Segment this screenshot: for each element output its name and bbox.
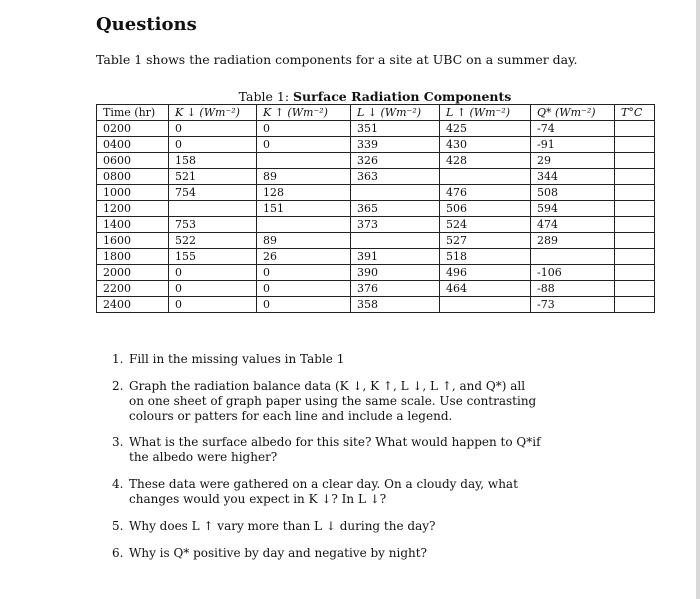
- table-cell: 0: [257, 121, 351, 137]
- table-cell: 0600: [97, 153, 169, 169]
- table-cell: 358: [351, 297, 440, 313]
- table-row: [97, 121, 655, 137]
- table-cell: 0: [257, 297, 351, 313]
- table-cell: 430: [440, 137, 531, 153]
- question-item: [112, 379, 542, 424]
- table-cell: 390: [351, 265, 440, 281]
- table-cell: 289: [531, 233, 615, 249]
- question-number: 4.: [112, 477, 124, 491]
- table-cell: 155: [169, 249, 257, 265]
- table-cell: [257, 153, 351, 169]
- table-cell: [351, 185, 440, 201]
- column-header: Q* (Wm⁻²): [531, 105, 615, 121]
- table-cell: [531, 249, 615, 265]
- table-cell: 2200: [97, 281, 169, 297]
- table-cell: [257, 217, 351, 233]
- table-cell: 26: [257, 249, 351, 265]
- question-text: Why does L ↑ vary more than L ↓ during the day?: [129, 519, 436, 533]
- table-cell: 0400: [97, 137, 169, 153]
- table-header: [97, 105, 655, 121]
- table-cell: 474: [531, 217, 615, 233]
- table-cell: 339: [351, 137, 440, 153]
- table-cell: 0200: [97, 121, 169, 137]
- question-item: [112, 352, 542, 367]
- column-header: K ↑ (Wm⁻²): [257, 105, 351, 121]
- question-list: [112, 352, 542, 573]
- table-caption-prefix: Table 1:: [238, 89, 290, 104]
- table-body: [97, 121, 655, 313]
- table-row: [97, 233, 655, 249]
- table-cell: [615, 153, 655, 169]
- table-cell: [615, 201, 655, 217]
- table-cell: -73: [531, 297, 615, 313]
- table-row: [97, 297, 655, 313]
- table-row: [97, 249, 655, 265]
- table-cell: 128: [257, 185, 351, 201]
- table-cell: 425: [440, 121, 531, 137]
- table-cell: 89: [257, 169, 351, 185]
- table-cell: -106: [531, 265, 615, 281]
- table-cell: [615, 169, 655, 185]
- table-row: [97, 217, 655, 233]
- table-cell: [440, 169, 531, 185]
- table-cell: 89: [257, 233, 351, 249]
- table-cell: 594: [531, 201, 615, 217]
- table-cell: 0: [257, 281, 351, 297]
- table-cell: 518: [440, 249, 531, 265]
- table-cell: 29: [531, 153, 615, 169]
- table-cell: 496: [440, 265, 531, 281]
- table-cell: 0: [169, 137, 257, 153]
- column-header: Time (hr): [97, 105, 169, 121]
- question-number: 1.: [112, 352, 124, 366]
- column-header: K ↓ (Wm⁻²): [169, 105, 257, 121]
- table-cell: [169, 201, 257, 217]
- question-item: [112, 435, 542, 465]
- question-text: These data were gathered on a clear day. On a cloudy day, what changes would you expect in K ↓? In L ↓?: [129, 477, 518, 506]
- column-header: T°C: [615, 105, 655, 121]
- table-cell: 1000: [97, 185, 169, 201]
- table-cell: 0: [257, 137, 351, 153]
- question-text: Graph the radiation balance data (K ↓, K ↑, L ↓, L ↑, and Q*) all on one sheet of graph paper using the same scale. Use contrasting colours or patters for each line and include a legend.: [129, 379, 537, 423]
- question-text: Fill in the missing values in Table 1: [129, 352, 345, 366]
- table-cell: 0: [169, 121, 257, 137]
- table-cell: 1400: [97, 217, 169, 233]
- table-cell: 365: [351, 201, 440, 217]
- table-cell: 521: [169, 169, 257, 185]
- table-row: [97, 153, 655, 169]
- table-cell: 326: [351, 153, 440, 169]
- table-cell: 522: [169, 233, 257, 249]
- table-cell: 0: [169, 297, 257, 313]
- table-cell: 476: [440, 185, 531, 201]
- intro-text: Table 1 shows the radiation components for a site at UBC on a summer day.: [96, 52, 578, 67]
- table-cell: 373: [351, 217, 440, 233]
- table-row: [97, 201, 655, 217]
- table-cell: [615, 121, 655, 137]
- table-caption: [96, 89, 654, 104]
- question-item: [112, 477, 542, 507]
- column-header: L ↑ (Wm⁻²): [440, 105, 531, 121]
- table-cell: [615, 297, 655, 313]
- table-cell: 0: [169, 281, 257, 297]
- question-item: [112, 546, 542, 561]
- question-number: 5.: [112, 519, 124, 533]
- table-cell: 0: [169, 265, 257, 281]
- table-cell: 0800: [97, 169, 169, 185]
- question-number: 3.: [112, 435, 124, 449]
- table-cell: [440, 297, 531, 313]
- table-cell: [615, 233, 655, 249]
- table-cell: 1600: [97, 233, 169, 249]
- table-cell: 753: [169, 217, 257, 233]
- table-row: [97, 185, 655, 201]
- table-cell: 344: [531, 169, 615, 185]
- question-number: 2.: [112, 379, 124, 393]
- table-cell: 2000: [97, 265, 169, 281]
- table-cell: 158: [169, 153, 257, 169]
- table-cell: 151: [257, 201, 351, 217]
- table-cell: 0: [257, 265, 351, 281]
- page-edge-shadow: [696, 0, 700, 599]
- table-cell: 376: [351, 281, 440, 297]
- table-cell: [615, 281, 655, 297]
- table-cell: 754: [169, 185, 257, 201]
- table-cell: -88: [531, 281, 615, 297]
- table-cell: 524: [440, 217, 531, 233]
- page-heading: Questions: [96, 14, 197, 35]
- table-row: [97, 169, 655, 185]
- table-cell: 351: [351, 121, 440, 137]
- table-cell: [615, 185, 655, 201]
- table-cell: [615, 265, 655, 281]
- table-cell: 1200: [97, 201, 169, 217]
- table-cell: 506: [440, 201, 531, 217]
- question-text: Why is Q* positive by day and negative by night?: [129, 546, 427, 560]
- table-cell: [615, 249, 655, 265]
- question-number: 6.: [112, 546, 124, 560]
- table-cell: 428: [440, 153, 531, 169]
- table-cell: [615, 137, 655, 153]
- table-cell: 363: [351, 169, 440, 185]
- question-item: [112, 519, 542, 534]
- table-header-row: [97, 105, 655, 121]
- table-row: [97, 281, 655, 297]
- table-cell: 508: [531, 185, 615, 201]
- table-cell: [615, 217, 655, 233]
- table-cell: -91: [531, 137, 615, 153]
- table-cell: 2400: [97, 297, 169, 313]
- table-row: [97, 137, 655, 153]
- table-cell: 527: [440, 233, 531, 249]
- question-text: What is the surface albedo for this site? What would happen to Q*if the albedo were higher?: [129, 435, 541, 464]
- table-cell: 1800: [97, 249, 169, 265]
- table-cell: -74: [531, 121, 615, 137]
- table-cell: [351, 233, 440, 249]
- table-caption-title: Surface Radiation Components: [293, 89, 512, 104]
- column-header: L ↓ (Wm⁻²): [351, 105, 440, 121]
- table-row: [97, 265, 655, 281]
- table-cell: 464: [440, 281, 531, 297]
- table-cell: 391: [351, 249, 440, 265]
- radiation-table: [96, 104, 655, 313]
